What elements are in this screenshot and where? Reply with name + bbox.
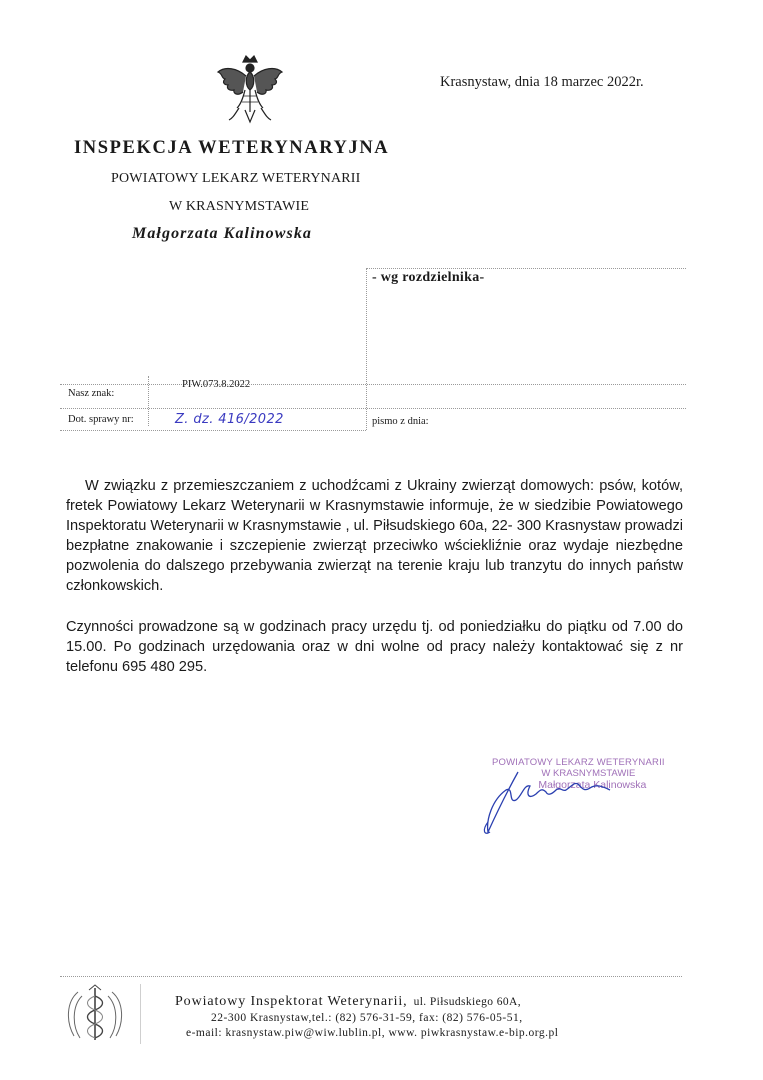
body-paragraph-1: W związku z przemieszczaniem z uchodźcami z Ukrainy zwierząt domowych: psów, kotów, fretek Powiatowy Lekarz Weterynarii w Krasnymstawie informuje, że w siedzibie Powiatowego Inspektoratu Weterynarii w Krasnymstawie , ul. Piłsudskiego 60a, 22- 300 Krasnystaw prowadzi bezpłatne znakowanie i szczepienie zwierząt przeciwko wściekliźnie oraz wydaje niezbędne pozwolenia do dalszego przebywania zwierząt na terenie kraju lub tranzytu do innych państw członkowskich. <box>66 478 684 594</box>
stamp-line-3: Małgorzata Kalinowska <box>538 779 647 791</box>
meta-top-line <box>60 384 686 385</box>
org-title: INSPEKCJA WETERYNARYJNA <box>74 138 390 158</box>
our-ref-label: Nasz znak: <box>68 388 115 399</box>
org-subtitle-1: POWIATOWY LEKARZ WETERYNARII <box>111 171 361 186</box>
stamp-line-1: POWIATOWY LEKARZ WETERYNARII <box>492 757 665 768</box>
handwritten-signature-icon <box>478 760 628 840</box>
recipient: - wg rozdzielnika- <box>372 270 485 285</box>
footer-vertical-divider <box>140 984 141 1044</box>
footer-office-line <box>175 994 521 1010</box>
recipient-box-top-line <box>366 268 686 269</box>
letter-date-label: pismo z dnia: <box>372 416 429 427</box>
footer-contact: e-mail: krasnystaw.piw@wiw.lublin.pl, www. piwkrasnystaw.e-bip.org.pl <box>186 1027 559 1039</box>
recipient-box-divider <box>366 268 367 430</box>
case-value-handwritten: Z. dz. 416/2022 <box>175 412 284 427</box>
meta-middle-line <box>60 408 686 409</box>
footer-separator-line <box>60 976 682 977</box>
body-paragraph-2: Czynności prowadzone są w godzinach pracy urzędu tj. od poniedziałku do piątku od 7.00 do 15.00. Po godzinach urzędowania oraz w dni wolne od pracy należy kontaktować się z nr telefonu 695 480 295. <box>66 619 683 675</box>
polish-eagle-emblem-icon <box>215 52 285 128</box>
place-date: Krasnystaw, dnia 18 marzec 2022r. <box>440 74 644 90</box>
veterinary-caduceus-logo-icon <box>60 982 130 1044</box>
org-subtitle-2: W KRASNYMSTAWIE <box>169 199 310 214</box>
meta-label-divider <box>148 376 149 426</box>
our-ref-value: PIW.073.8.2022 <box>182 379 251 390</box>
footer-address-2: 22-300 Krasnystaw,tel.: (82) 576-31-59, fax: (82) 576-05-51, <box>211 1012 523 1024</box>
footer-address-1: ul. Piłsudskiego 60A, <box>413 996 521 1008</box>
case-label: Dot. sprawy nr: <box>68 414 134 425</box>
meta-bottom-line <box>60 430 366 431</box>
org-person-name: Małgorzata Kalinowska <box>132 225 313 242</box>
footer-office-name: Powiatowy Inspektorat Weterynarii, <box>175 994 408 1009</box>
stamp-line-2: W KRASNYMSTAWIE <box>541 768 636 779</box>
